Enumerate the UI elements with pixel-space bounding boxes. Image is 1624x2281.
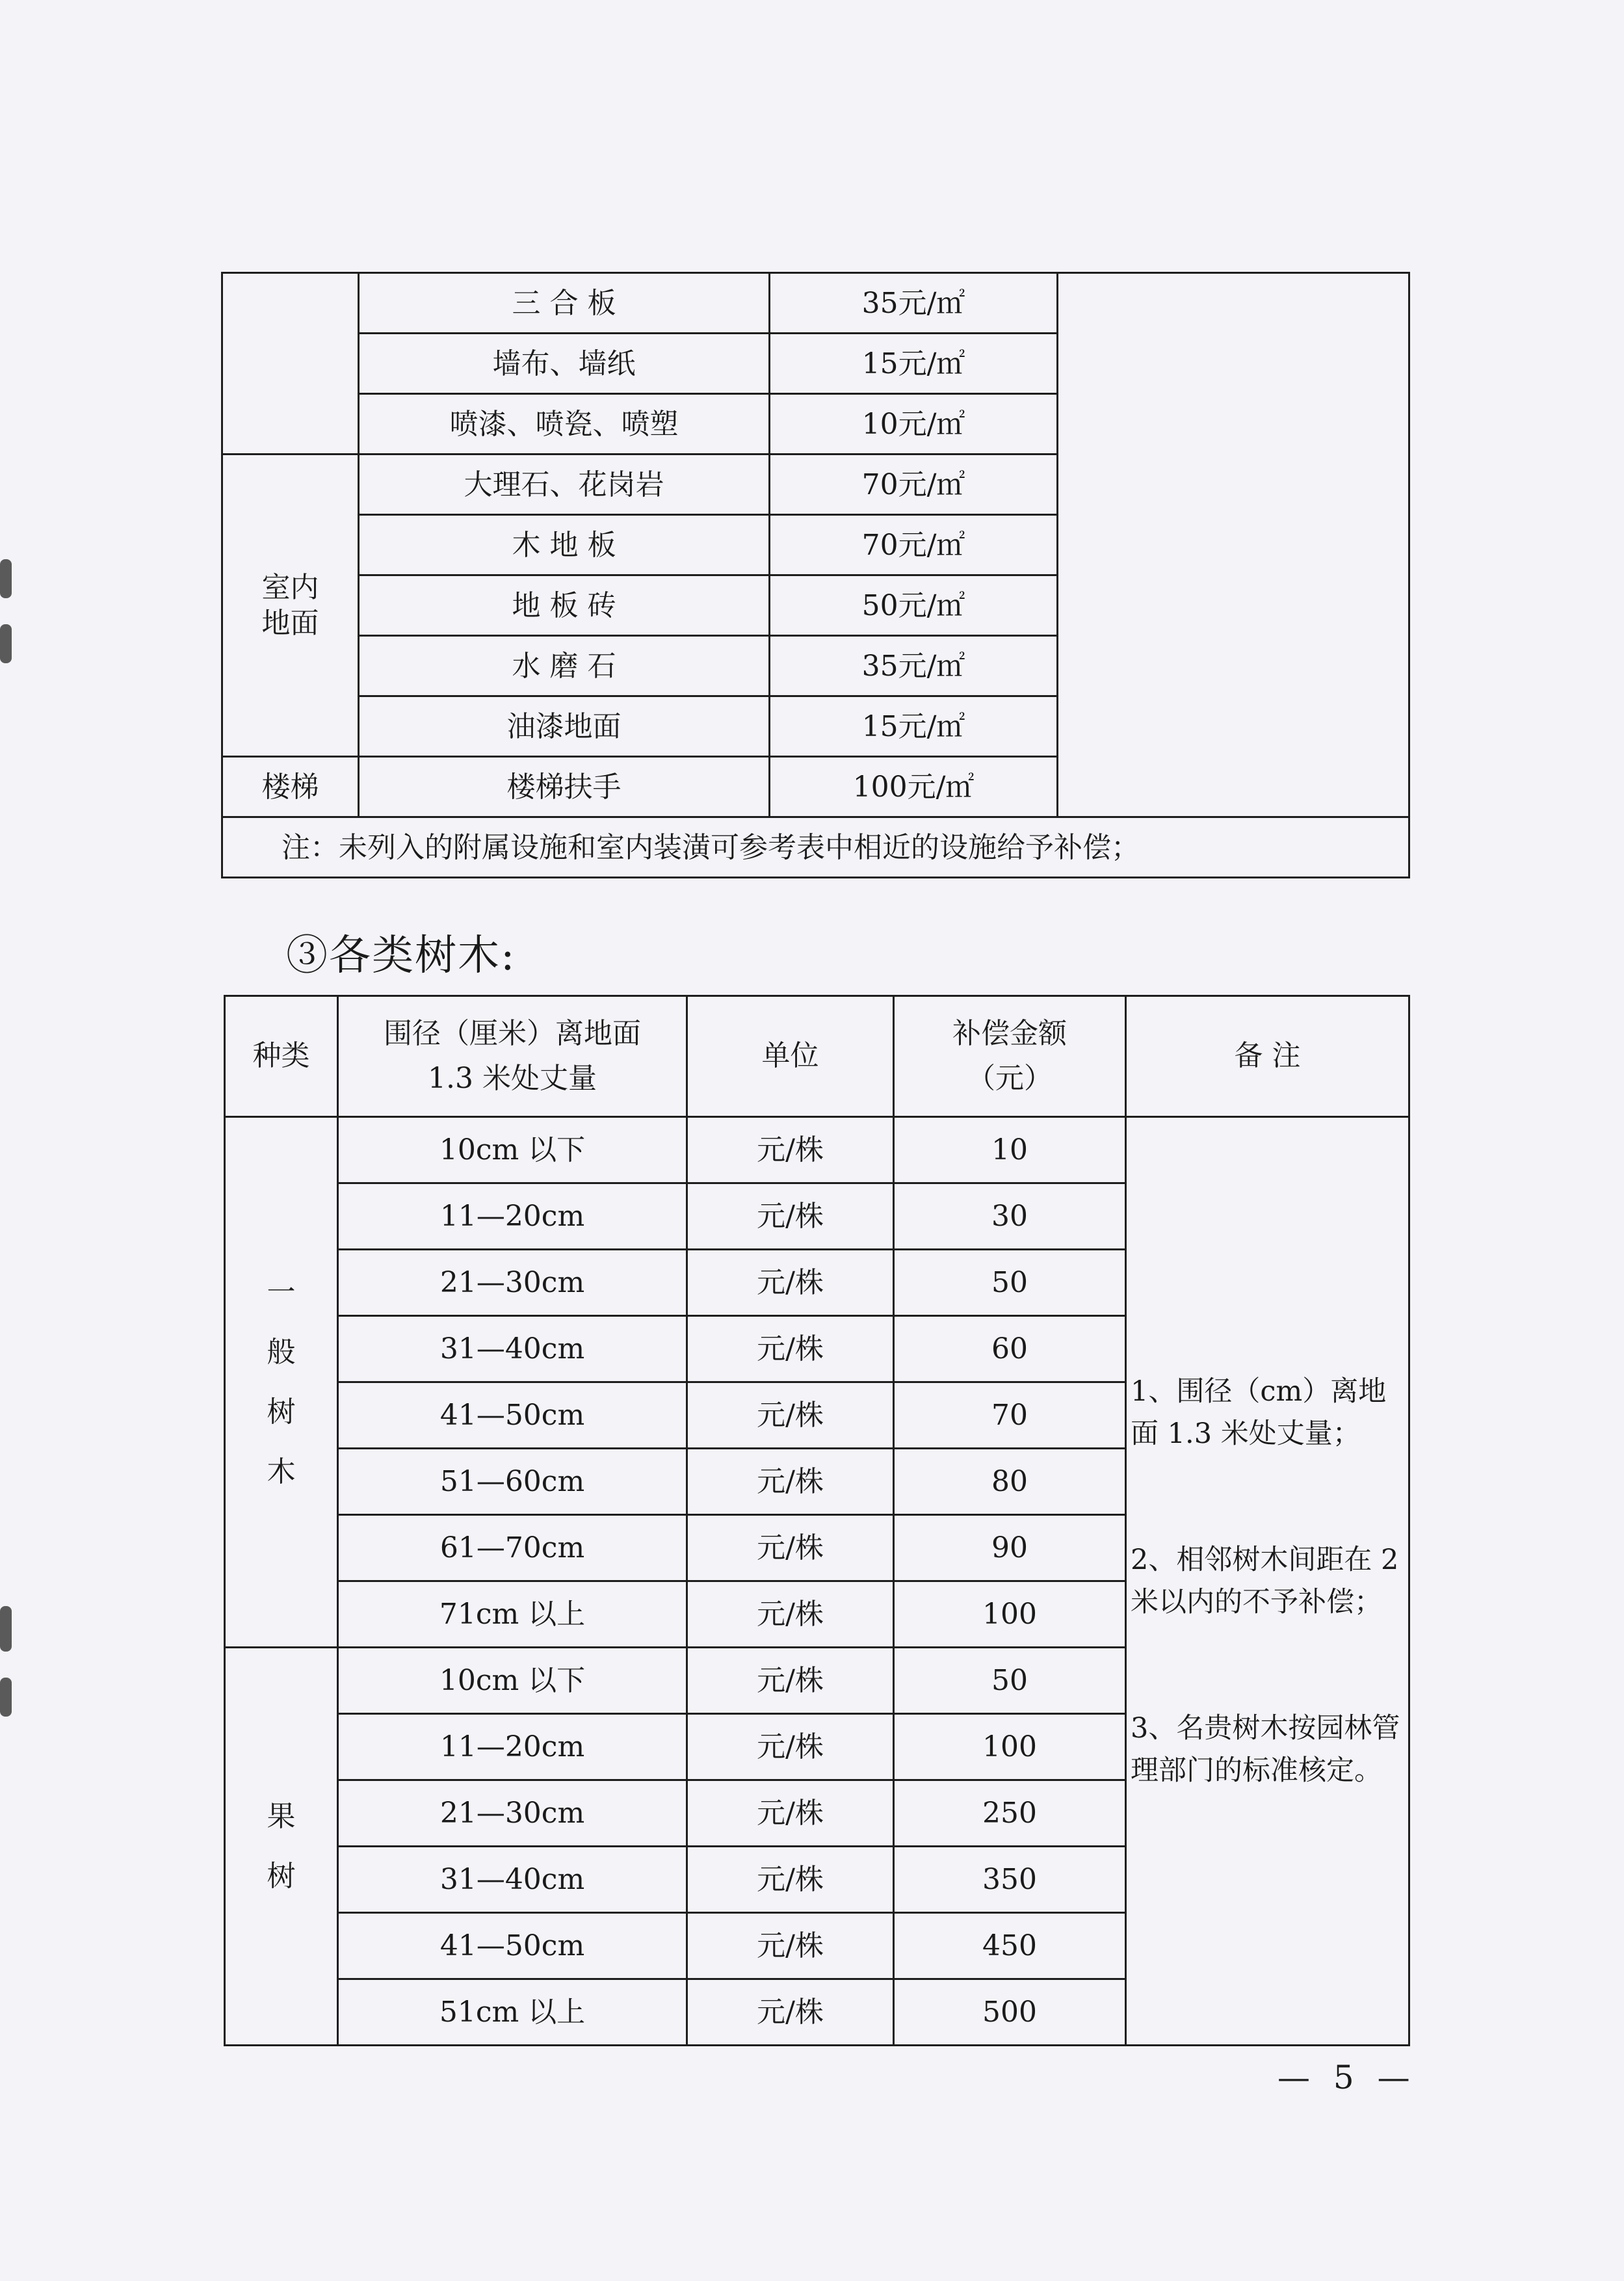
- category-label-line: 室内: [261, 571, 319, 604]
- unit-cell: 元/株: [687, 1979, 894, 2046]
- amount-cell: 70: [894, 1382, 1126, 1449]
- item-cell: 大理石、花岗岩: [359, 455, 770, 515]
- category-cell: [222, 273, 359, 455]
- binding-hole: [0, 559, 12, 598]
- tree-compensation-table: [224, 995, 1410, 2046]
- item-cell: 楼梯扶手: [359, 757, 770, 817]
- unit-cell: 元/株: [687, 1714, 894, 1780]
- unit-cell: 元/株: [687, 1581, 894, 1648]
- girth-cell: 21—30cm: [338, 1250, 687, 1316]
- girth-cell: 11—20cm: [338, 1183, 687, 1250]
- header-type: 种类: [225, 996, 338, 1117]
- blank-remarks-cell: [1058, 273, 1409, 817]
- table-header-row: [225, 996, 1409, 1117]
- amount-cell: 60: [894, 1316, 1126, 1382]
- item-cell: 木 地 板: [359, 515, 770, 575]
- section-heading: ③各类树木:: [286, 932, 516, 980]
- girth-cell: 61—70cm: [338, 1515, 687, 1581]
- girth-cell: 41—50cm: [338, 1913, 687, 1979]
- label-char: 树: [267, 1395, 296, 1429]
- unit-cell: 元/株: [687, 1515, 894, 1581]
- unit-cell: 元/株: [687, 1648, 894, 1714]
- amount-cell: 500: [894, 1979, 1126, 2046]
- table-row: [225, 1117, 1409, 1183]
- fruit-trees-label: [225, 1648, 338, 2046]
- remark-item: 1、围径（cm）离地面 1.3 米处丈量；: [1131, 1375, 1387, 1450]
- binding-hole: [0, 624, 12, 663]
- page-number: — 5 —: [1277, 2059, 1417, 2096]
- unit-cell: 元/株: [687, 1847, 894, 1913]
- item-cell: 墙布、墙纸: [359, 334, 770, 394]
- header-remarks: 备 注: [1126, 996, 1409, 1117]
- remarks-cell: [1126, 1117, 1409, 2046]
- item-cell: 水 磨 石: [359, 636, 770, 696]
- price-cell: 35元/㎡: [770, 636, 1058, 696]
- girth-cell: 31—40cm: [338, 1316, 687, 1382]
- general-trees-label: [225, 1117, 338, 1648]
- table-note-row: [222, 817, 1409, 878]
- label-char: 树: [267, 1859, 296, 1893]
- girth-cell: 31—40cm: [338, 1847, 687, 1913]
- binding-hole: [0, 1606, 12, 1652]
- girth-cell: 41—50cm: [338, 1382, 687, 1449]
- header-girth: [338, 996, 687, 1117]
- price-cell: 10元/㎡: [770, 394, 1058, 455]
- item-cell: 地 板 砖: [359, 575, 770, 636]
- unit-cell: 元/株: [687, 1183, 894, 1250]
- unit-cell: 元/株: [687, 1913, 894, 1979]
- amount-cell: 450: [894, 1913, 1126, 1979]
- amount-cell: 100: [894, 1581, 1126, 1648]
- price-cell: 15元/㎡: [770, 334, 1058, 394]
- unit-cell: 元/株: [687, 1382, 894, 1449]
- item-cell: 油漆地面: [359, 696, 770, 757]
- amount-cell: 250: [894, 1780, 1126, 1847]
- amount-cell: 100: [894, 1714, 1126, 1780]
- label-char: 般: [267, 1335, 296, 1369]
- amount-cell: 80: [894, 1449, 1126, 1515]
- price-cell: 35元/㎡: [770, 273, 1058, 334]
- unit-cell: 元/株: [687, 1250, 894, 1316]
- remark-item: 2、相邻树木间距在 2 米以内的不予补偿；: [1131, 1544, 1399, 1618]
- amount-cell: 30: [894, 1183, 1126, 1250]
- amount-cell: 10: [894, 1117, 1126, 1183]
- header-amount-line: （元）: [967, 1061, 1053, 1095]
- unit-cell: 元/株: [687, 1449, 894, 1515]
- remark-item: 3、名贵树木按园林管理部门的标准核定。: [1131, 1712, 1400, 1787]
- table-row: [222, 273, 1409, 334]
- girth-cell: 51—60cm: [338, 1449, 687, 1515]
- header-amount: [894, 996, 1126, 1117]
- item-cell: 喷漆、喷瓷、喷塑: [359, 394, 770, 455]
- girth-cell: 11—20cm: [338, 1714, 687, 1780]
- amount-cell: 50: [894, 1250, 1126, 1316]
- price-cell: 50元/㎡: [770, 575, 1058, 636]
- price-cell: 100元/㎡: [770, 757, 1058, 817]
- girth-cell: 21—30cm: [338, 1780, 687, 1847]
- header-amount-line: 补偿金额: [952, 1017, 1067, 1051]
- amount-cell: 50: [894, 1648, 1126, 1714]
- amount-cell: 90: [894, 1515, 1126, 1581]
- header-unit: 单位: [687, 996, 894, 1117]
- label-char: 果: [267, 1799, 296, 1833]
- girth-cell: 51cm 以上: [338, 1979, 687, 2046]
- header-girth-line: 围径（厘米）离地面: [384, 1017, 641, 1051]
- table-note: 注：未列入的附属设施和室内装潢可参考表中相近的设施给予补偿；: [222, 817, 1409, 878]
- category-cell-stairs: 楼梯: [222, 757, 359, 817]
- category-cell-indoor-floor: [222, 455, 359, 757]
- label-char: 木: [267, 1455, 296, 1488]
- price-cell: 70元/㎡: [770, 515, 1058, 575]
- binding-hole: [0, 1678, 12, 1717]
- price-cell: 15元/㎡: [770, 696, 1058, 757]
- price-cell: 70元/㎡: [770, 455, 1058, 515]
- girth-cell: 71cm 以上: [338, 1581, 687, 1648]
- label-char: 一: [267, 1275, 296, 1309]
- unit-cell: 元/株: [687, 1316, 894, 1382]
- amount-cell: 350: [894, 1847, 1126, 1913]
- header-girth-line: 1.3 米处丈量: [428, 1061, 597, 1095]
- unit-cell: 元/株: [687, 1117, 894, 1183]
- item-cell: 三 合 板: [359, 273, 770, 334]
- unit-cell: 元/株: [687, 1780, 894, 1847]
- girth-cell: 10cm 以下: [338, 1648, 687, 1714]
- girth-cell: 10cm 以下: [338, 1117, 687, 1183]
- category-label-line: 地面: [261, 607, 319, 640]
- decoration-compensation-table: [221, 272, 1410, 878]
